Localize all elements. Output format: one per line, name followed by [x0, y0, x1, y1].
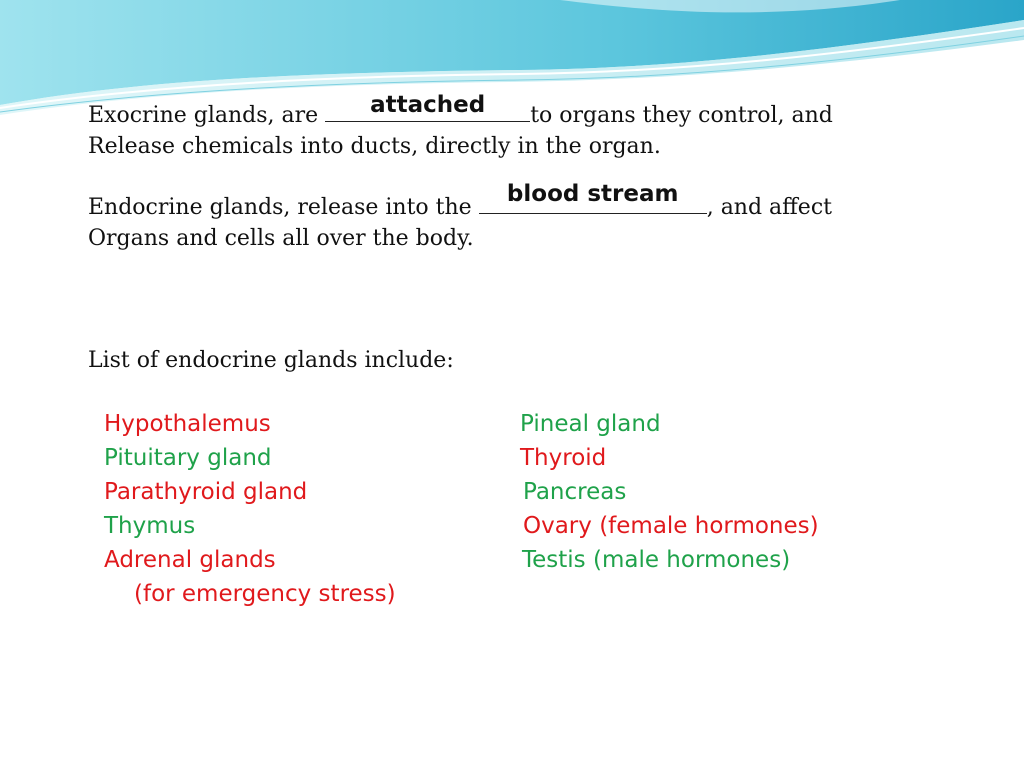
gland-right-4: Testis (male hormones)	[522, 547, 791, 573]
exocrine-blank	[325, 92, 530, 131]
gland-left-4: Adrenal glands	[104, 547, 276, 573]
gland-right-2: Pancreas	[523, 479, 627, 505]
gland-left-0: Hypothalemus	[104, 411, 271, 437]
gland-left-1: Pituitary gland	[104, 445, 272, 471]
endocrine-text-after: , and affect	[706, 195, 832, 220]
exocrine-answer: attached	[370, 92, 486, 118]
list-intro: List of endocrine glands include:	[88, 348, 454, 373]
gland-left-2: Parathyroid gland	[104, 479, 308, 505]
exocrine-line-1	[88, 92, 833, 131]
exocrine-paragraph	[88, 92, 833, 162]
gland-left-3: Thymus	[104, 513, 196, 539]
endocrine-answer: blood stream	[506, 181, 679, 207]
gland-right-1: Thyroid	[520, 445, 607, 471]
endocrine-blank	[479, 181, 707, 223]
exocrine-text-after: to organs they control, and	[530, 103, 833, 128]
endocrine-paragraph	[88, 181, 832, 254]
gland-right-3: Ovary (female hormones)	[523, 513, 819, 539]
endocrine-line-2: Organs and cells all over the body.	[88, 226, 474, 251]
gland-left-5-note: (for emergency stress)	[134, 581, 396, 607]
gland-right-0: Pineal gland	[520, 411, 661, 437]
endocrine-line-1	[88, 181, 832, 223]
exocrine-line-2: Release chemicals into ducts, directly in the organ.	[88, 134, 661, 159]
endocrine-text-before: Endocrine glands, release into the	[88, 195, 479, 220]
exocrine-text-before: Exocrine glands, are	[88, 103, 326, 128]
